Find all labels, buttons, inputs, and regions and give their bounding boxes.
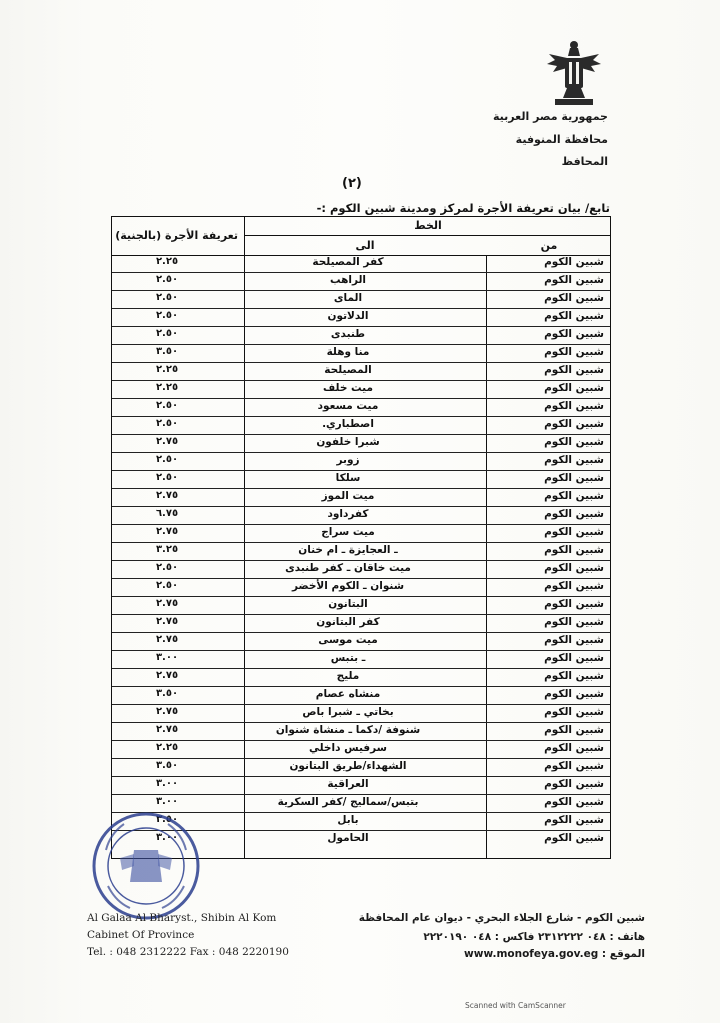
cell-from: شبين الكوم: [544, 778, 604, 790]
table-row: [112, 615, 610, 633]
cell-from: شبين الكوم: [544, 454, 604, 466]
table-row: [112, 363, 610, 381]
document-title: تابع/ بيان تعريفة الأجرة لمركز ومدينة شبين الكوم :-: [316, 201, 610, 215]
cell-from: شبين الكوم: [544, 526, 604, 538]
cell-from: شبين الكوم: [544, 400, 604, 412]
cell-to: زوبر: [336, 454, 360, 466]
cell-fare: ٣.٢٥: [155, 544, 179, 555]
cell-from: شبين الكوم: [544, 364, 604, 376]
cell-to: ميت خلف: [323, 382, 373, 394]
cell-from: شبين الكوم: [544, 670, 604, 682]
cell-from: شبين الكوم: [544, 634, 604, 646]
cell-from: شبين الكوم: [544, 616, 604, 628]
table-row: [112, 525, 610, 543]
cell-to: سلكا: [335, 472, 361, 484]
cell-from: شبين الكوم: [544, 310, 604, 322]
table-row: [112, 255, 610, 273]
cell-to: ـ العجايزة ـ ام خنان: [298, 544, 398, 556]
table-row: [112, 309, 610, 327]
cell-fare: ٢.٧٥: [155, 670, 179, 681]
cell-fare: ٢.٧٥: [155, 616, 179, 627]
cell-to: ـ بتبس: [330, 652, 366, 664]
footer-address-ar: شبين الكوم - شارع الجلاء البحري - ديوان عام المحافظة: [358, 912, 645, 924]
table-row: [112, 345, 610, 363]
cell-to: كفر البتانون: [316, 616, 380, 628]
cell-fare: ٣.٠٠: [155, 796, 179, 807]
cell-to: البتانون: [328, 598, 368, 610]
cell-fare: ٣.٥٠: [155, 346, 179, 357]
footer-address: Al Galaa Al Bharyst., Shibin Al Kom: [87, 912, 277, 924]
cell-fare: ٢.٧٥: [155, 490, 179, 501]
cell-fare: ٢.٥٠: [155, 328, 179, 339]
cell-to: كفرداود: [327, 508, 369, 520]
official-stamp-icon: [90, 810, 202, 922]
letterhead-governor: المحافظ: [561, 155, 608, 168]
cell-from: شبين الكوم: [544, 256, 604, 268]
table-row: [112, 507, 610, 525]
cell-from: شبين الكوم: [544, 472, 604, 484]
cell-from: شبين الكوم: [544, 292, 604, 304]
cell-to: ميت موسى: [318, 634, 378, 646]
cell-fare: ٢.٥٠: [155, 580, 179, 591]
table-row: [112, 579, 610, 597]
header-line: الخط: [414, 219, 442, 232]
table-row: [112, 399, 610, 417]
cell-fare: ٣.٥٠: [155, 760, 179, 771]
cell-from: شبين الكوم: [544, 562, 604, 574]
table-row: [112, 471, 610, 489]
cell-fare: ٢.٢٥: [155, 364, 179, 375]
cell-from: شبين الكوم: [544, 724, 604, 736]
cell-to: بتبس/سماليج /كفر السكرية: [277, 796, 419, 808]
cell-to: الماى: [333, 292, 363, 304]
cell-to: مليج: [336, 670, 360, 682]
cell-from: شبين الكوم: [544, 760, 604, 772]
cell-fare: ٦.٧٥: [155, 508, 179, 519]
table-row: [112, 687, 610, 705]
table-body: [112, 255, 610, 849]
table-row: [112, 435, 610, 453]
cell-from: شبين الكوم: [544, 346, 604, 358]
cell-to: اصطباري.: [322, 418, 374, 430]
cell-to: ميت خاقان ـ كفر طنبدى: [285, 562, 411, 574]
cell-fare: ٢.٥٠: [155, 454, 179, 465]
cell-from: شبين الكوم: [544, 490, 604, 502]
table-row: [112, 543, 610, 561]
cell-to: منا وهلة: [326, 346, 370, 358]
cell-to: بخاتي ـ شبرا باص: [302, 706, 394, 718]
cell-fare: ٢.٧٥: [155, 634, 179, 645]
table-row: [112, 759, 610, 777]
cell-fare: ٢.٧٥: [155, 526, 179, 537]
cell-fare: ٢.٥٠: [155, 472, 179, 483]
cell-fare: ٢.٢٥: [155, 382, 179, 393]
scanner-watermark: Scanned with CamScanner: [465, 1001, 566, 1010]
cell-fare: ٢.٥٠: [155, 292, 179, 303]
cell-fare: ٢.٧٥: [155, 598, 179, 609]
cell-fare: ٢.٧٥: [155, 706, 179, 717]
table-row: [112, 381, 610, 399]
table-row: [112, 597, 610, 615]
cell-to: ميت مسعود: [317, 400, 379, 412]
cell-fare: ٢.٥٠: [155, 310, 179, 321]
cell-to: ميت سراج: [321, 526, 375, 538]
table-row: [112, 291, 610, 309]
cell-from: شبين الكوم: [544, 814, 604, 826]
cell-fare: ٢.٢٥: [155, 256, 179, 267]
cell-to: ميت الموز: [321, 490, 375, 502]
cell-fare: ٢.٥٠: [155, 400, 179, 411]
table-row: [112, 723, 610, 741]
cell-to: سرفيس داخلي: [309, 742, 387, 754]
cell-fare: ٢.٧٥: [155, 436, 179, 447]
table-row: [112, 777, 610, 795]
cell-from: شبين الكوم: [544, 328, 604, 340]
cell-from: شبين الكوم: [544, 580, 604, 592]
cell-from: شبين الكوم: [544, 544, 604, 556]
cell-to: شنوفة /دكما ـ منشاة شنوان: [275, 724, 421, 736]
cell-from: شبين الكوم: [544, 832, 604, 844]
cell-to: طنبدى: [330, 328, 366, 340]
cell-to: كفر المصيلحة: [312, 256, 384, 268]
cell-to: الراهب: [329, 274, 367, 286]
footer-phone-ar: هاتف : ٠٤٨ ٢٣١٢٢٢٢ فاكس : ٠٤٨ ٢٢٢٠١٩٠: [423, 931, 645, 943]
header-fare: تعريفة الأجرة (بالجنية): [115, 229, 238, 242]
cell-fare: ٢.٢٥: [155, 742, 179, 753]
footer-phone: Tel. : 048 2312222 Fax : 048 2220190: [87, 946, 289, 958]
cell-from: شبين الكوم: [544, 508, 604, 520]
fare-table: [111, 216, 611, 859]
table-row: [112, 561, 610, 579]
cell-from: شبين الكوم: [544, 436, 604, 448]
cell-to: الدلاتون: [327, 310, 369, 322]
table-row: [112, 417, 610, 435]
cell-fare: ٢.٥٠: [155, 562, 179, 573]
cell-from: شبين الكوم: [544, 382, 604, 394]
cell-from: شبين الكوم: [544, 742, 604, 754]
cell-to: منشاه عصام: [315, 688, 381, 700]
cell-from: شبين الكوم: [544, 598, 604, 610]
cell-to: المصيلحة: [324, 364, 372, 376]
table-row: [112, 705, 610, 723]
cell-fare: ٣.٠٠: [155, 778, 179, 789]
cell-to: شنوان ـ الكوم الأخضر: [291, 580, 405, 592]
table-row: [112, 453, 610, 471]
table-row: [112, 651, 610, 669]
cell-from: شبين الكوم: [544, 274, 604, 286]
header-divider: [244, 235, 610, 236]
table-row: [112, 633, 610, 651]
cell-from: شبين الكوم: [544, 796, 604, 808]
cell-from: شبين الكوم: [544, 688, 604, 700]
cell-to: العراقية: [327, 778, 369, 790]
letterhead-country: جمهورية مصر العربية: [493, 110, 608, 123]
cell-fare: ٢.٧٥: [155, 724, 179, 735]
cell-to: بابل: [337, 814, 359, 826]
eagle-emblem-icon: [545, 38, 603, 110]
cell-to: شبرا خلفون: [316, 436, 380, 448]
footer-cabinet: Cabinet Of Province: [87, 929, 195, 941]
cell-from: شبين الكوم: [544, 418, 604, 430]
table-row: [112, 327, 610, 345]
cell-from: شبين الكوم: [544, 652, 604, 664]
cell-to: الشهداء/طريق البتانون: [289, 760, 407, 772]
page-number: (٢): [342, 176, 362, 191]
cell-fare: ٢.٥٠: [155, 418, 179, 429]
cell-to: الحامول: [327, 832, 369, 844]
cell-from: شبين الكوم: [544, 706, 604, 718]
header-from: من: [540, 239, 558, 252]
table-row: [112, 273, 610, 291]
table-row: [112, 489, 610, 507]
cell-fare: ٣.٥٠: [155, 814, 179, 825]
cell-fare: ٣.٠٠: [155, 652, 179, 663]
letterhead-governorate: محافظة المنوفية: [515, 133, 608, 146]
cell-fare: ٣.٠٠: [155, 832, 179, 843]
cell-fare: ٣.٥٠: [155, 688, 179, 699]
header-to: الى: [355, 239, 375, 252]
table-row: [112, 741, 610, 759]
table-row: [112, 669, 610, 687]
footer-website[interactable]: الموقع : www.monofeya.gov.eg: [464, 948, 645, 960]
cell-fare: ٢.٥٠: [155, 274, 179, 285]
